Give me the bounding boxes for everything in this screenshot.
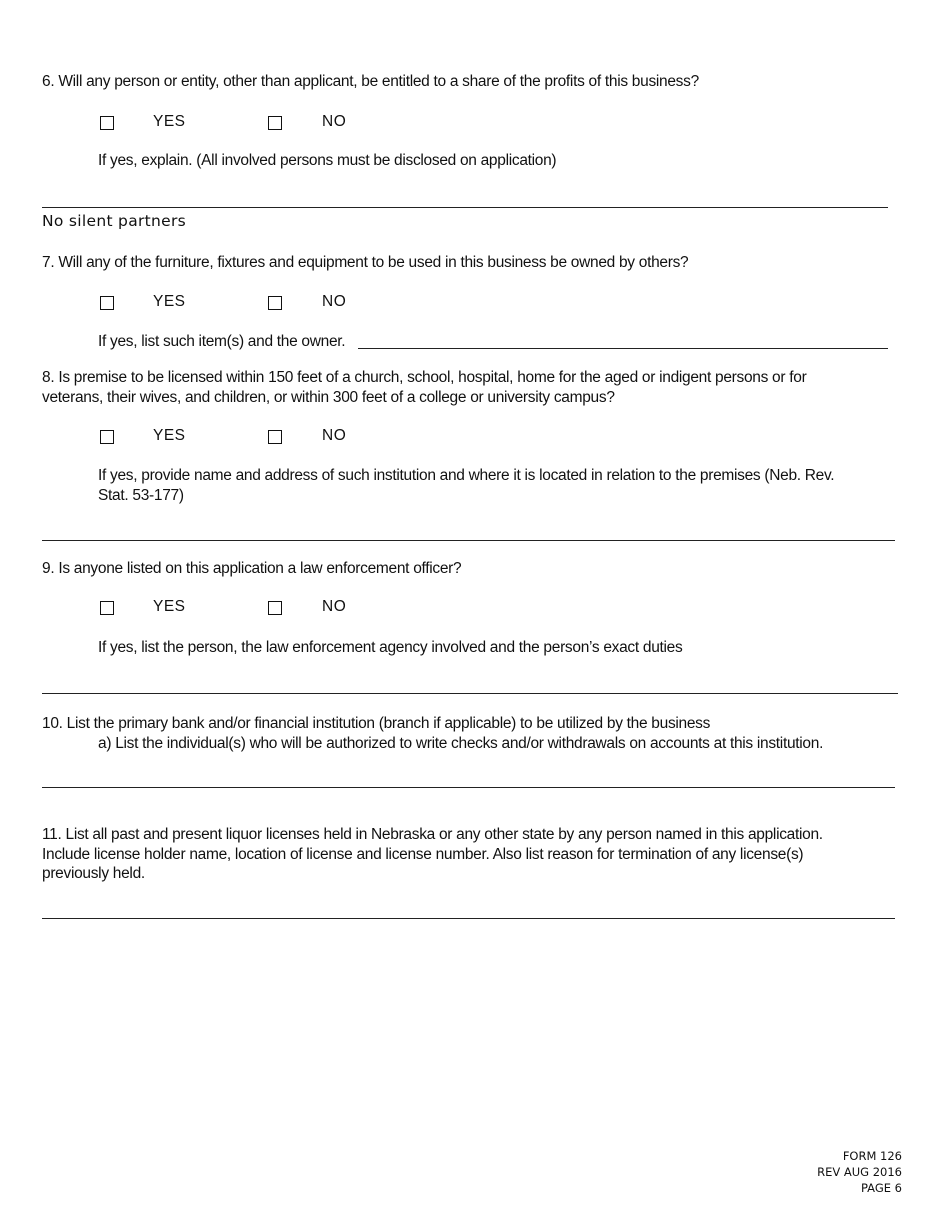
q6-no-label: NO xyxy=(322,113,347,130)
q9-yes-checkbox[interactable] xyxy=(100,601,114,615)
q10-question: 10. List the primary bank and/or financial institution (branch if applicable) to be utilized by the business xyxy=(42,715,711,732)
q8-no-checkbox[interactable] xyxy=(268,430,282,444)
q9-no-label: NO xyxy=(322,598,347,615)
q7-no-label: NO xyxy=(322,293,347,310)
q7-yes-label: YES xyxy=(153,293,186,310)
q8-no-label: NO xyxy=(322,427,347,444)
q11-answer-line[interactable] xyxy=(42,918,895,919)
q7-answer-line[interactable] xyxy=(358,348,888,349)
q6-yes-label: YES xyxy=(153,113,186,130)
q8-question-line1: 8. Is premise to be licensed within 150 feet of a church, school, hospital, home for the aged or indigent persons or for xyxy=(42,369,807,386)
q9-answer-line[interactable] xyxy=(42,693,898,694)
q9-question: 9. Is anyone listed on this application a law enforcement officer? xyxy=(42,560,462,577)
q9-yes-label: YES xyxy=(153,598,186,615)
q8-followup-line2: Stat. 53-177) xyxy=(98,487,184,504)
q11-question-line2: Include license holder name, location of license and license number. Also list reason for termination of any license(s) xyxy=(42,846,804,863)
q11-question-line1: 11. List all past and present liquor licenses held in Nebraska or any other state by any person named in this application. xyxy=(42,826,823,843)
q8-yes-checkbox[interactable] xyxy=(100,430,114,444)
q10-sub-question: a) List the individual(s) who will be authorized to write checks and/or withdrawals on accounts at this institution. xyxy=(98,735,824,752)
form-number: FORM 126 xyxy=(842,1149,902,1163)
q7-followup: If yes, list such item(s) and the owner. xyxy=(98,333,346,350)
q8-followup-line1: If yes, provide name and address of such institution and where it is located in relation to the premises (Neb. Rev. xyxy=(98,467,835,484)
q7-no-checkbox[interactable] xyxy=(268,296,282,310)
page-number: PAGE 6 xyxy=(860,1181,902,1195)
q6-yes-checkbox[interactable] xyxy=(100,116,114,130)
q6-question: 6. Will any person or entity, other than applicant, be entitled to a share of the profits of this business? xyxy=(42,73,699,90)
q7-question: 7. Will any of the furniture, fixtures and equipment to be used in this business be owned by others? xyxy=(42,254,689,271)
form-footer xyxy=(817,1148,902,1196)
q8-answer-line[interactable] xyxy=(42,540,895,541)
q10-answer-line[interactable] xyxy=(42,787,895,788)
q9-followup: If yes, list the person, the law enforcement agency involved and the person’s exact duties xyxy=(98,639,683,656)
q8-yes-label: YES xyxy=(153,427,186,444)
q6-followup: If yes, explain. (All involved persons must be disclosed on application) xyxy=(98,152,557,169)
q6-answer-text[interactable]: No silent partners xyxy=(42,212,187,230)
q6-answer-line xyxy=(42,207,888,208)
q8-question-line2: veterans, their wives, and children, or within 300 feet of a college or university campus? xyxy=(42,389,615,406)
q9-no-checkbox[interactable] xyxy=(268,601,282,615)
q7-yes-checkbox[interactable] xyxy=(100,296,114,310)
q11-question-line3: previously held. xyxy=(42,865,145,882)
form-revision: REV AUG 2016 xyxy=(817,1165,902,1179)
q6-no-checkbox[interactable] xyxy=(268,116,282,130)
